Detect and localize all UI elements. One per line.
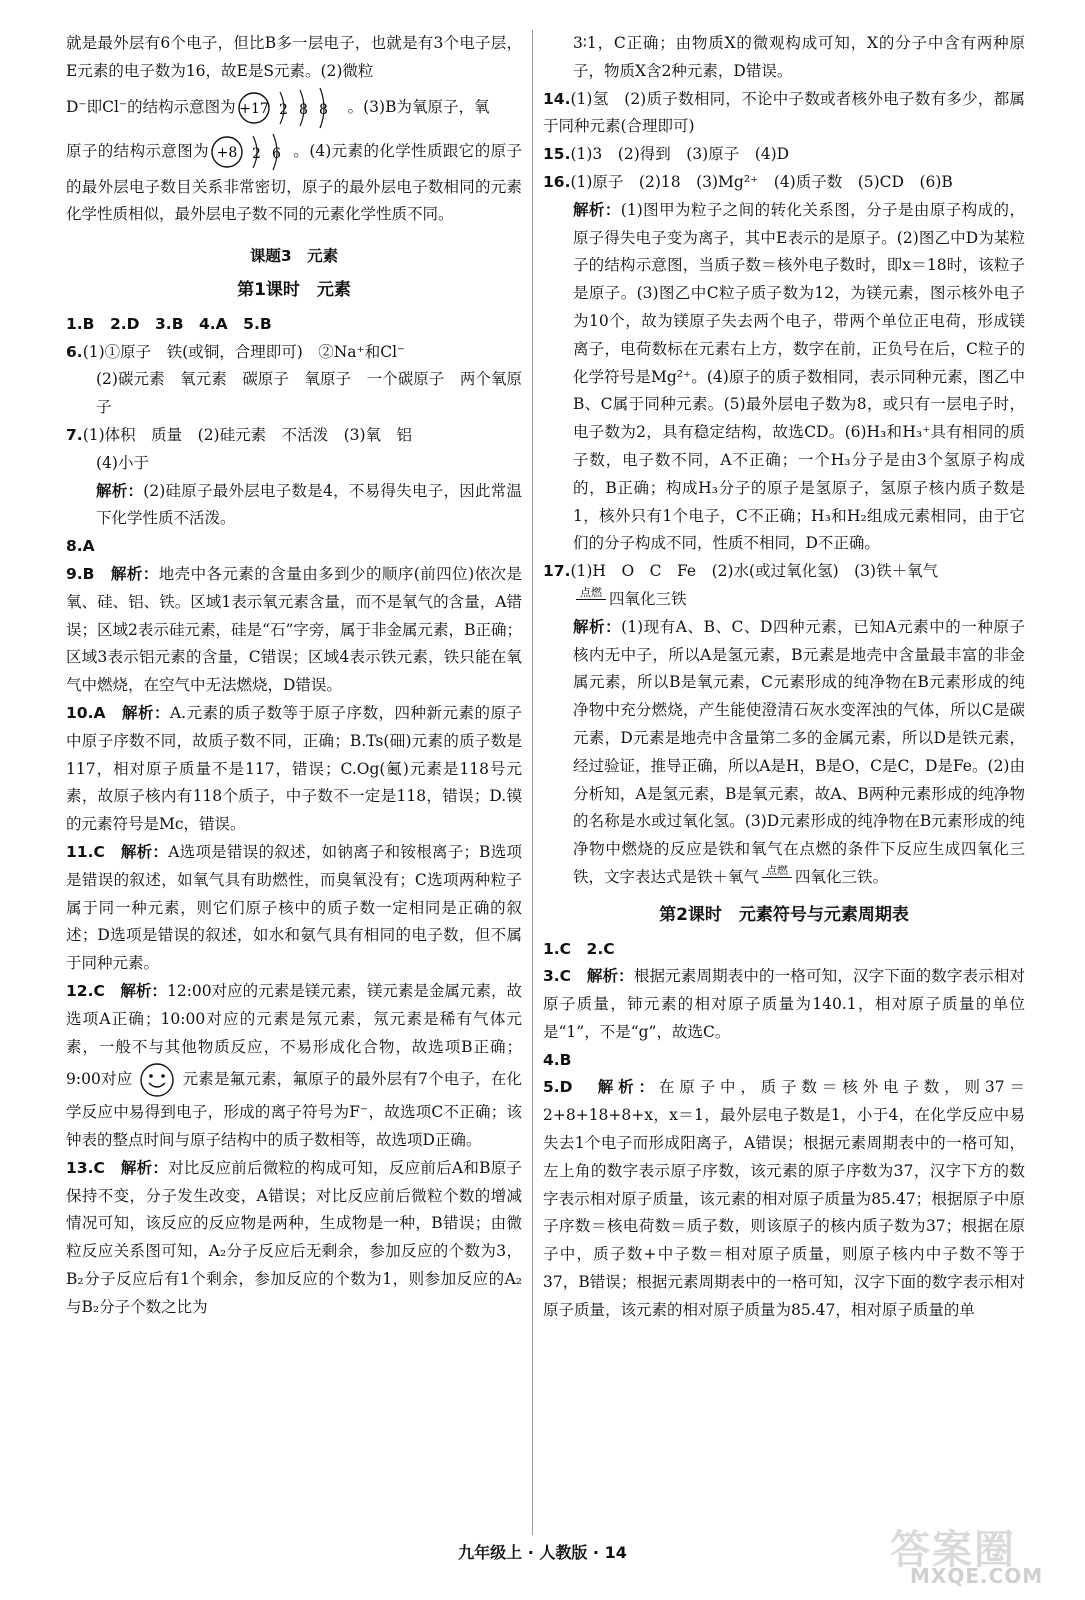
page-footer: 九年级上 · 人教版 · 14 [458, 1543, 627, 1562]
answer-9: 9.B 解析：地壳中各元素的含量由多到少的顺序(前四位)依次是氧、硅、铝、铁。区域1表示氧元素含量，而不是氧气的含量，A错误；区域2表示硅元素，硅是“石”字旁，属于非金属元素，B正确；区域3表示铝元素的含量，C错误；区域4表示铁元素，铁只能在氧气中燃烧，在空气中无法燃烧，D错误。 [66, 564, 522, 695]
lesson-1-title: 第1课时 元素 [237, 279, 351, 300]
cl-shell-count-3: 8 [318, 101, 328, 118]
answer-6: 6.(1)①原子 铁(或铜，合理即可) ②Na⁺和Cl⁻ [66, 342, 406, 361]
answer-14: 14.(1)氢 (2)质子数相同，不论中子数或者核外电子数有多少，都属于同种元素(合理即可) [543, 89, 1025, 136]
answer-13: 13.C 解析：对比反应前后微粒的构成可知，反应前后A和B原子保持不变，分子发生改变，A错误；对比反应前后微粒个数的增减情况可知，该反应的反应物是两种，生成物是一种，B错误；由微粒反应关系图可知，A₂分子反应后无剩余，参加反应的个数为3，B₂分子反应后有1个剩余，参加反应的个数为1，则参加反应的A₂与B₂分子个数之比为 [66, 1158, 522, 1316]
cl-ion-structure-diagram [236, 86, 348, 130]
section-title: 课题3 元素 [249, 247, 339, 266]
para-cl-structure [66, 86, 522, 130]
lesson-2-title: 第2课时 元素符号与元素周期表 [659, 904, 909, 925]
o-atom-structure-diagram [209, 130, 293, 174]
reaction-condition-arrow: 点燃 [576, 587, 606, 600]
answer-7: 7.(1)体积 质量 (2)硅元素 不活泼 (3)氧 铝 [66, 425, 413, 444]
answer-17: 17.(1)H O C Fe (2)水(或过氧化氢) (3)铁＋氧气 [543, 562, 939, 581]
answer-6-part2: (2)碳元素 氧元素 碳原子 氧原子 一个碳原子 两个氧原子 [96, 370, 522, 417]
answer-4: 4.B [543, 1050, 572, 1069]
answer-7-analysis: 解析：(2)硅原子最外层电子数是4，不易得失电子，因此常温下化学性质不活泼。 [96, 481, 522, 528]
answer-5: 5.D 解析：在原子中，质子数＝核外电子数，则37＝2+8+18+8+x，x＝1，最外层电子数是1，小于4，在化学反应中易失去1个电子而形成阳离子，A错误；根据元素周期表中的一格可知，左上角的数字表示原子序数，该元素的原子序数为37，汉字下方的数字表示相对原子质量，该元素的相对原子质量为85.47；根据原子中原子序数＝核电荷数＝质子数，则该原子的核内质子数为37；根据在原子中，质子数+中子数＝相对原子质量，则原子核内中子数不等于37，B错误；根据元素周期表中的一格可知，汉字下面的数字表示相对原子质量，该元素的相对原子质量为85.47，相对原子质量的单 [543, 1078, 1025, 1319]
answer-11: 11.C 解析：A选项是错误的叙述，如钠离子和铵根离子；B选项是错误的叙述，如氧气具有助燃性，而臭氧没有；C选项两种粒子属于同一种元素，则它们原子核中的质子数一定相同是正确的叙述；D选项是错误的叙述，如水和氨气具有相同的电子数，但不属于同种元素。 [66, 842, 522, 973]
watermark-url: MXQE.COM [910, 1564, 1044, 1588]
right-column [543, 30, 1025, 1325]
text-cl-pre: D⁻即Cl⁻的结构示意图为 [66, 97, 236, 116]
answer-16: 16.(1)原子 (2)18 (3)Mg²⁺ (4)质子数 (5)CD (6)B [543, 172, 953, 191]
answer-10: 10.A 解析：A.元素的质子数等于原子序数，四种新元素的原子中原子序数不同，故质子数不同，正确；B.Ts(鿬)元素的质子数是117，相对原子质量不是117，错误；C.Og(鿫)元素是118号元素，故原子核内有118个质子，中子数不一定是118，错误；D.镆的元素符号是Mc，错误。 [66, 703, 522, 834]
watermark-text: 答案圈 [890, 1527, 1016, 1573]
o-shell-count-1: 2 [252, 145, 261, 162]
answers-1-5: 1.B 2.D 3.B 4.A 5.B [66, 314, 272, 333]
answer-12: 12.C 解析：12:00对应的元素是镁元素，镁元素是金属元素，故选项A正确；10:00对应的元素是氖元素，氖元素是稀有气体元素，一般不与其他物质反应，不易形成化合物，故选项B正确；9:00对应 元素是氟元素，氟原子的最外层有7个电子，在化学反应中易得到电子，形成的离子符号为F⁻，故选项C不正确；该钟表的整点时间与原子结构中的质子数相等，故选项D正确。 [66, 981, 522, 1150]
answers-1-2: 1.C 2.C [543, 939, 615, 958]
smiley-face-icon [138, 1061, 176, 1099]
answer-15: 15.(1)3 (2)得到 (3)原子 (4)D [543, 145, 790, 164]
reaction-condition-arrow-2: 点燃 [762, 865, 792, 878]
o-shell-count-2: 6 [272, 145, 281, 162]
answer-17-equation: 点燃 四氧化三铁 [543, 586, 1025, 614]
answer-7-part2: (4)小于 [96, 453, 149, 472]
cl-shell-count-1: 2 [278, 101, 288, 118]
answer-16-analysis: 解析：(1)图甲为粒子之间的转化关系图，分子是由原子构成的，原子得失电子变为离子，其中E表示的是原子。(2)图乙中D为某粒子的结构示意图，当质子数＝核外电子数时，即x＝18时，该粒子是原子。(3)图乙中C粒子质子数为12，为镁元素，图示核外电子为10个，故为镁原子失去两个电子，带两个单位正电荷，形成镁离子，电荷数标在元素右上方，数字在前，正负号在后，C粒子的化学符号是Mg²⁺。(4)原子的质子数相同，表示同种元素，图乙中B、C属于同种元素。(5)最外层电子数为8，或只有一层电子时，电子数为2，具有稳定结构，故选CD。(6)H₃和H₃⁺具有相同的质子数，电子数不同，A不正确；一个H₃分子是由3个氢原子构成的，B正确；构成H₃分子的原子是氢原子，氢原子核内质子数是1，核外只有1个电子，C不正确；H₃和H₂组成元素相同，由于它们的分子构成不同，性质不相同，D不正确。 [573, 200, 1025, 553]
column-divider [532, 30, 533, 1535]
o-nucleus-label: +8 [216, 144, 238, 161]
para-o-structure [66, 130, 522, 230]
answer-8: 8.A [66, 537, 95, 556]
answer-13-continued: 3∶1，C正确；由物质X的微观构成可知，X的分子中含有两种原子，物质X含2种元素，D错误。 [573, 34, 1025, 80]
text-o-pre: 原子的结构示意图为 [66, 141, 210, 160]
cl-nucleus-label: +17 [238, 100, 269, 117]
text-cl-post: 。(3)B为氧原子，氧 [347, 97, 490, 116]
cl-shell-count-2: 8 [298, 101, 308, 118]
para-s-element: 就是最外层有6个电子，但比B多一层电子，也就是有3个电子层，E元素的电子数为16，故E是S元素。(2)微粒 [66, 34, 522, 80]
left-column [66, 30, 522, 1322]
watermark-logo [890, 1518, 1065, 1588]
answer-3: 3.C 解析：根据元素周期表中的一格可知，汉字下面的数字表示相对原子质量，铈元素的相对原子质量为140.1，相对原子质量的单位是“1”，不是“g”，故选C。 [543, 967, 1025, 1041]
text-o-post: 。(4)元素的化学性质跟它的原子的最外层电子数目关系非常密切，原子的最外层电子数相同的元素化学性质相似，最外层电子数不同的元素化学性质不同。 [66, 141, 522, 224]
answer-17-analysis: 解析：(1)现有A、B、C、D四种元素，已知A元素中的一种原子核内无中子，所以A是氢元素，B元素是地壳中含量最丰富的非金属元素，所以B是氧元素，C元素形成的纯净物在B元素形成的纯净物中充分燃烧，产生能使澄清石灰水变浑浊的气体，所以C是碳元素，D元素是地壳中含量第二多的金属元素，所以D是铁元素，经过验证，推导正确，所以A是H，B是O，C是C，D是Fe。(2)由分析知，A是氢元素，B是氧元素，故A、B两种元素形成的纯净物的名称是水或过氧化氢。(3)D元素形成的纯净物在B元素形成的纯净物中燃烧的反应是铁和氧气在点燃的条件下反应生成四氧化三铁，文字表达式是铁＋氧气 点燃 四氧化三铁。 [573, 617, 1025, 886]
